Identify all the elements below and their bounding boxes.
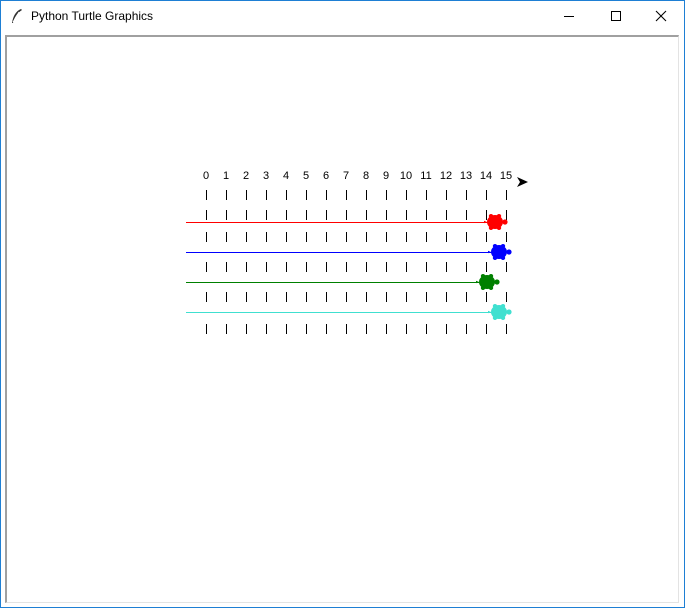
track-label-14: 14 (479, 170, 493, 182)
track-label-13: 13 (459, 170, 473, 182)
turtle-green (476, 274, 500, 290)
track-label-15: 15 (499, 170, 513, 182)
track-label-1: 1 (222, 170, 230, 182)
track-label-12: 12 (439, 170, 453, 182)
track-label-2: 2 (242, 170, 250, 182)
turtle-turquoise (488, 304, 512, 320)
track-label-7: 7 (342, 170, 350, 182)
track-label-6: 6 (322, 170, 330, 182)
track-label-10: 10 (399, 170, 413, 182)
track-label-11: 11 (420, 170, 432, 182)
turtle-red (484, 214, 508, 230)
arrow-cursor-icon (517, 177, 528, 187)
track-label-5: 5 (302, 170, 310, 182)
track-label-3: 3 (262, 170, 270, 182)
pen-turtle (517, 177, 528, 187)
window-title: Python Turtle Graphics (31, 9, 154, 23)
track-label-4: 4 (282, 170, 290, 182)
track-label-8: 8 (362, 170, 370, 182)
track-label-9: 9 (382, 170, 390, 182)
turtle-trails (186, 223, 499, 313)
turtle-blue (488, 244, 512, 260)
track-labels (203, 170, 512, 182)
track-label-0: 0 (202, 170, 210, 182)
